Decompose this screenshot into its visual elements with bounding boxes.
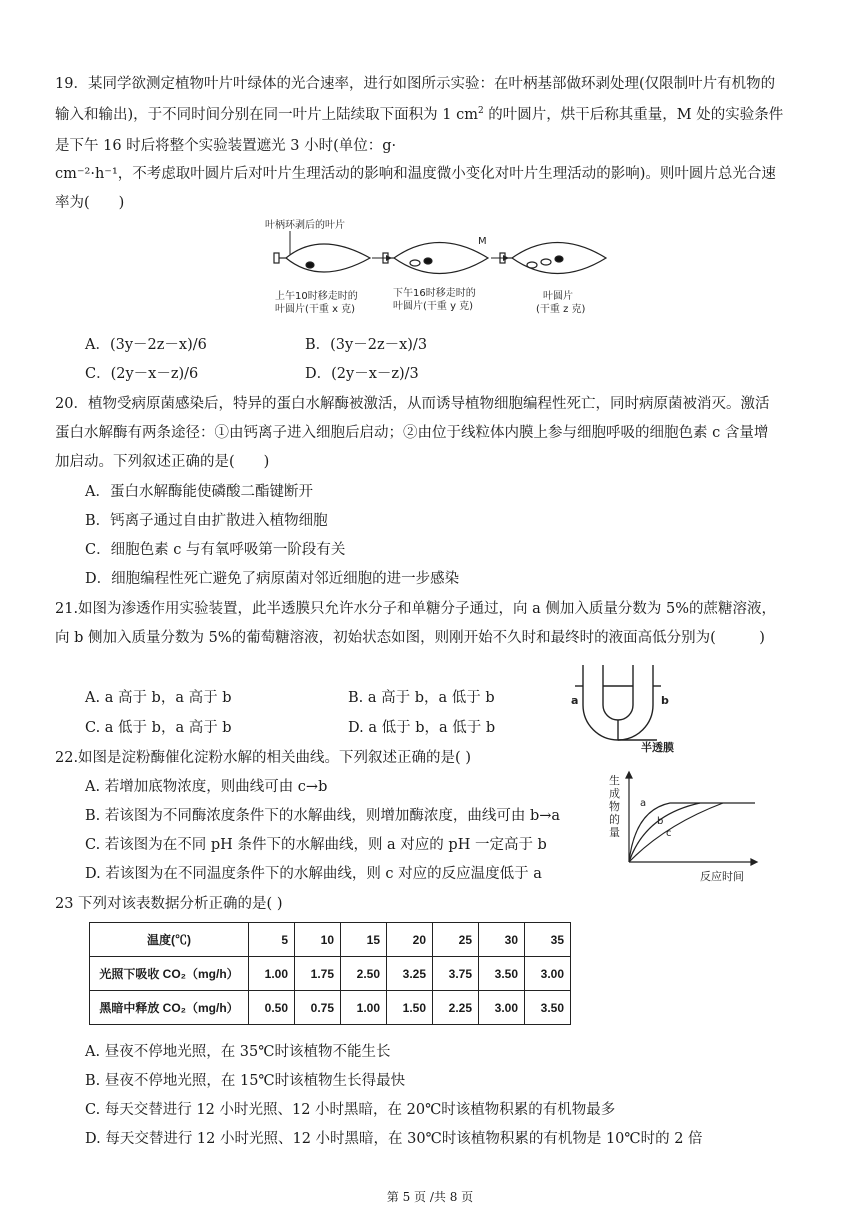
- leaf-1: [274, 244, 370, 272]
- table-cell: 3.25: [387, 957, 433, 991]
- table-cell: 1.00: [341, 991, 387, 1025]
- leaf-3: [500, 243, 606, 274]
- table-header-temp: 温度(℃): [90, 923, 249, 957]
- table-row-label-light: 光照下吸收 CO₂（mg/h）: [90, 957, 249, 991]
- table-cell: 1.75: [295, 957, 341, 991]
- fig19-cap2a: 下午16时移走时的: [393, 288, 476, 299]
- table-cell: 3.50: [479, 957, 525, 991]
- table-temp: 10: [295, 923, 341, 957]
- utube-membrane-label: 半透膜: [641, 741, 674, 754]
- q21-option-d: D. a 低于 b，a 低于 b: [348, 720, 496, 736]
- curve-ylabel-3: 物: [609, 800, 620, 813]
- q21-line1: 21.如图为渗透作用实验装置，此半透膜只允许水分子和单糖分子通过，向 a 侧加入质量分数为 5%的蔗糖溶液，: [55, 601, 777, 617]
- q22-option-a: A. 若增加底物浓度，则曲线可由 c→b: [85, 779, 328, 795]
- table-cell: 2.50: [341, 957, 387, 991]
- q22-option-b: B. 若该图为不同酶浓度条件下的水解曲线，则增加酶浓度，曲线可由 b→a: [85, 808, 561, 824]
- leaf-experiment-figure: [260, 215, 620, 325]
- q20-option-a: A．蛋白水解酶能使磷酸二酯键断开: [85, 484, 313, 500]
- table-cell: 3.75: [433, 957, 479, 991]
- q23-line1: 23 下列对该表数据分析正确的是( ): [55, 896, 283, 912]
- table-cell: 2.25: [433, 991, 479, 1025]
- table-temp: 30: [479, 923, 525, 957]
- q19-line3: 是下午 16 时后将整个实验装置遮光 3 小时(单位：g·: [55, 138, 397, 154]
- q20-line1: 20．植物受病原菌感染后，特异的蛋白水解酶被激活，从而诱导植物细胞编程性死亡，同时病原菌被消灭。激活: [55, 396, 770, 412]
- q23-option-a: A. 昼夜不停地光照，在 35℃时该植物不能生长: [85, 1044, 391, 1060]
- q22-option-c: C. 若该图为在不同 pH 条件下的水解曲线，则 a 对应的 pH 一定高于 b: [85, 837, 547, 853]
- fig19-top-label: 叶柄环剥后的叶片: [265, 220, 345, 231]
- q20-option-c: C．细胞色素 c 与有氧呼吸第一阶段有关: [85, 542, 346, 558]
- curve-label-b: b: [657, 816, 664, 827]
- curve-ylabel-2: 成: [609, 787, 620, 800]
- q19-option-b: B．(3y－2z－x)/3: [305, 337, 428, 353]
- curve-ylabel-1: 生: [609, 774, 620, 787]
- table-temp: 20: [387, 923, 433, 957]
- table-row: [90, 991, 571, 1025]
- curve-ylabel-5: 量: [609, 826, 620, 839]
- table-cell: 1.00: [249, 957, 295, 991]
- fig19-cap1a: 上午10时移走时的: [275, 291, 358, 302]
- fig19-cap3a: 叶圆片: [543, 291, 573, 302]
- q20-option-d: D．细胞编程性死亡避免了病原菌对邻近细胞的进一步感染: [85, 571, 460, 587]
- q19-option-d: D．(2y－x－z)/3: [305, 366, 419, 382]
- table-row: [90, 923, 571, 957]
- q23-option-b: B. 昼夜不停地光照，在 15℃时该植物生长得最快: [85, 1073, 406, 1089]
- table-row: [90, 957, 571, 991]
- q20-line3: 加启动。下列叙述正确的是( ): [55, 454, 270, 470]
- leaf-2: [383, 243, 488, 274]
- utube-label-b: b: [661, 694, 669, 707]
- q20-option-b: B．钙离子通过自由扩散进入植物细胞: [85, 513, 328, 529]
- enzyme-curve-figure: [605, 770, 765, 885]
- utube-label-a: a: [571, 694, 579, 707]
- q20-line2: 蛋白水解酶有两条途径：①由钙离子进入细胞后启动；②由位于线粒体内膜上参与细胞呼吸的细胞色素 c 含量增: [55, 425, 769, 441]
- q19-line4: cm⁻²·h⁻¹，不考虑取叶圆片后对叶片生理活动的影响和温度微小变化对叶片生理活动的影响)。则叶圆片总光合速: [55, 166, 776, 182]
- curve-ylabel-4: 的: [609, 813, 620, 826]
- q23-option-c: C. 每天交替进行 12 小时光照、12 小时黑暗，在 20℃时该植物积累的有机物最多: [85, 1102, 616, 1118]
- fig19-cap1b: 叶圆片(干重 x 克): [275, 304, 356, 315]
- curve-xlabel: 反应时间: [700, 870, 744, 883]
- fig19-cap2b: 叶圆片(干重 y 克): [393, 301, 474, 312]
- fig19-cap3b: (干重 z 克): [536, 304, 586, 315]
- co2-data-table: [89, 922, 571, 1025]
- curve-label-a: a: [640, 798, 647, 809]
- q19-option-c: C．(2y－x－z)/6: [85, 366, 199, 382]
- q19-line1: 19．某同学欲测定植物叶片叶绿体的光合速率，进行如图所示实验：在叶柄基部做环剥处理(仅限制叶片有机物的: [55, 76, 776, 92]
- table-cell: 0.50: [249, 991, 295, 1025]
- table-cell: 0.75: [295, 991, 341, 1025]
- table-cell: 3.00: [525, 957, 571, 991]
- table-temp: 5: [249, 923, 295, 957]
- q23-option-d: D. 每天交替进行 12 小时光照、12 小时黑暗，在 30℃时该植物积累的有机物是 10℃时的 2 倍: [85, 1131, 703, 1147]
- q19-line5: 率为( ): [55, 195, 125, 211]
- table-temp: 25: [433, 923, 479, 957]
- osmosis-u-tube-figure: [565, 660, 715, 755]
- table-temp: 15: [341, 923, 387, 957]
- q22-option-d: D. 若该图为在不同温度条件下的水解曲线，则 c 对应的反应温度低于 a: [85, 866, 542, 882]
- table-cell: 3.50: [525, 991, 571, 1025]
- q19-option-a: A．(3y－2z－x)/6: [85, 337, 207, 353]
- q21-option-c: C. a 低于 b，a 高于 b: [85, 720, 232, 736]
- q19-line2: 输入和输出)，于不同时间分别在同一叶片上陆续取下面积为 1 $cm^2$ 的叶圆片，烘干后称其重量，M 处的实验条件: [55, 106, 784, 123]
- q21-option-b: B. a 高于 b，a 低于 b: [348, 690, 495, 706]
- table-temp: 35: [525, 923, 571, 957]
- table-cell: 3.00: [479, 991, 525, 1025]
- page-footer: 第 5 页 /共 8 页: [386, 1190, 474, 1204]
- curve-label-c: c: [666, 828, 672, 839]
- table-row-label-dark: 黑暗中释放 CO₂（mg/h）: [90, 991, 249, 1025]
- fig19-m-label: M: [478, 236, 487, 247]
- q21-line2: 向 b 侧加入质量分数为 5%的葡萄糖溶液，初始状态如图，则刚开始不久时和最终时的液面高低分别为( ): [55, 630, 765, 646]
- table-cell: 1.50: [387, 991, 433, 1025]
- q22-line1: 22.如图是淀粉酶催化淀粉水解的相关曲线。下列叙述正确的是( ): [55, 750, 471, 766]
- q21-option-a: A. a 高于 b，a 高于 b: [85, 690, 232, 706]
